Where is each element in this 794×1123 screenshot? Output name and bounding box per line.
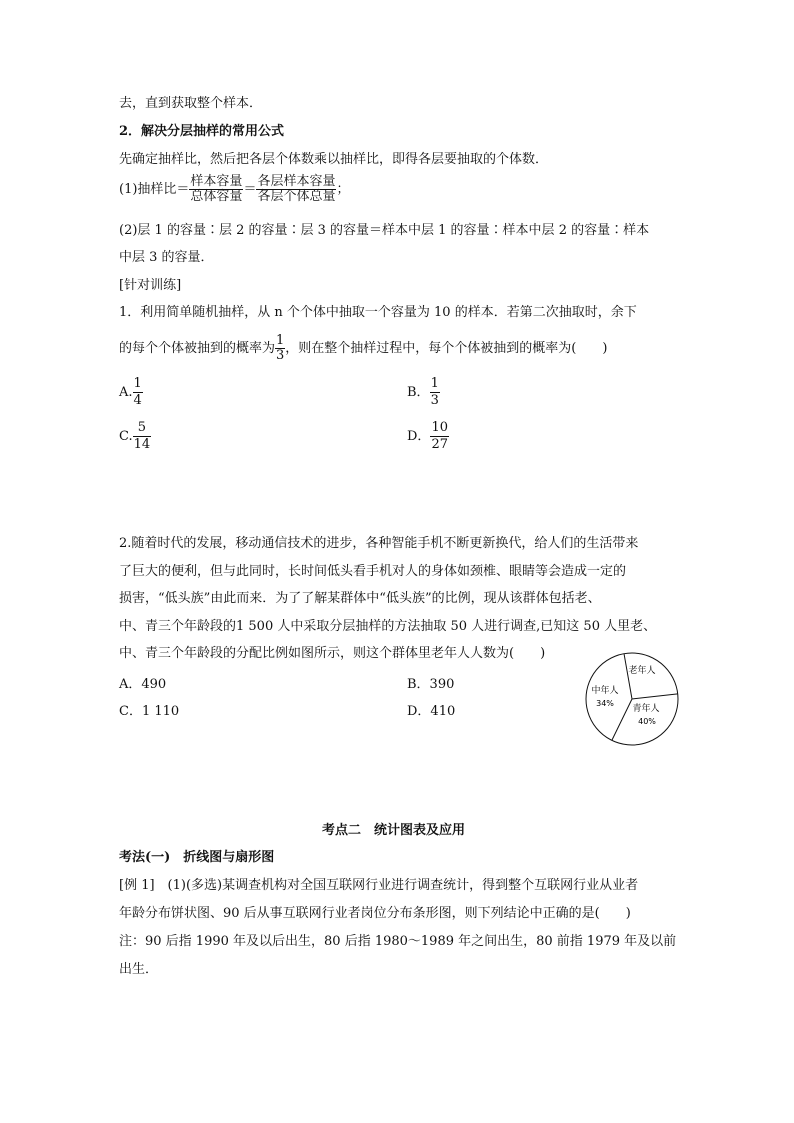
option-label: B． [407, 385, 430, 400]
option-b: B．390 [407, 677, 455, 692]
fraction [275, 334, 285, 363]
fraction [133, 420, 152, 453]
fraction-denominator: 27 [431, 437, 448, 452]
fraction [256, 175, 336, 204]
formula-sampling-ratio [119, 175, 349, 204]
fraction-numerator: 1 [430, 376, 439, 391]
text-line: (2)层 1 的容量∶层 2 的容量∶层 3 的容量＝样本中层 1 的容量∶样本中层 2 的容量∶样本 [119, 223, 650, 238]
option-a: A．490 [119, 677, 167, 692]
option-c: C．1 110 [119, 704, 180, 719]
fraction [189, 175, 243, 204]
fraction-denominator: 各层个体总量 [257, 189, 336, 204]
question-text: ，则在整个抽样过程中，每个个体被抽到的概率为( ) [285, 341, 608, 356]
equals-sign: ＝ [243, 182, 257, 197]
age-pie-chart [584, 651, 680, 747]
option-d: D．410 [407, 704, 456, 719]
question-text: 的每个个体被抽到的概率为 [119, 341, 276, 356]
text-line: 先确定抽样比，然后把各层个体数乘以抽样比，即得各层要抽取的个体数． [119, 152, 549, 167]
option-label: D． [407, 429, 431, 444]
option-label: C. [119, 429, 133, 444]
fraction-numerator: 10 [431, 420, 448, 435]
fraction-numerator: 1 [133, 376, 142, 391]
question-2-line: 中、青三个年龄段的1 500 人中采取分层抽样的方法抽取 50 人进行调查,已知这 50 人里老、 [119, 619, 657, 634]
pie-label-young-pct: 40% [638, 717, 656, 726]
pie-label-middle: 中年人 [591, 686, 619, 696]
training-label: [针对训练] [119, 278, 182, 293]
question-2-line: 损害，“低头族”由此而来．为了了解某群体中“低头族”的比例，现从该群体包括老、 [119, 591, 601, 606]
option-b [407, 376, 440, 409]
formula-prefix: (1)抽样比＝ [119, 182, 190, 197]
option-c [119, 420, 151, 453]
note-line: 注：90 后指 1990 年及以后出生，80 后指 1980～1989 年之间出生，80 前指 1979 年及以前 [119, 934, 677, 949]
fraction-numerator: 5 [133, 420, 152, 437]
method-heading: 考法(一) 折线图与扇形图 [119, 850, 275, 865]
question-1-line: 1．利用简单随机抽样，从 n 个个体中抽取一个容量为 10 的样本．若第二次抽取时，余下 [119, 305, 637, 320]
text-line: 去，直到获取整个样本． [119, 96, 263, 111]
fraction-numerator: 样本容量 [190, 174, 243, 189]
question-2-line: 2.随着时代的发展，移动通信技术的进步，各种智能手机不断更新换代，给人们的生活带来 [119, 536, 639, 551]
fraction-denominator: 3 [276, 348, 285, 363]
option-a [119, 376, 143, 409]
fraction-denominator: 3 [430, 393, 439, 408]
fraction-denominator: 14 [133, 437, 151, 452]
example-line: [例 1] (1)(多选)某调查机构对全国互联网行业进行调查统计，得到整个互联网行业从业者 [119, 878, 639, 893]
option-label: A. [119, 385, 133, 400]
question-2-line: 了巨大的便利，但与此同时，长时间低头看手机对人的身体如颈椎、眼睛等会造成一定的 [119, 564, 627, 579]
option-d [407, 420, 449, 453]
fraction [133, 376, 143, 409]
fraction-numerator: 1 [276, 333, 285, 348]
pie-label-young: 青年人 [632, 704, 660, 714]
note-line: 出生． [119, 962, 159, 977]
question-2-line: 中、青三个年龄段的分配比例如图所示，则这个群体里老年人人数为( ) [119, 646, 546, 661]
question-1-line [119, 334, 607, 363]
section-title: 考点二 统计图表及应用 [322, 823, 466, 838]
fraction [430, 420, 449, 453]
example-line: 年龄分布饼状图、90 后从事互联网行业者岗位分布条形图，则下列结论中正确的是( ) [119, 906, 631, 921]
pie-label-old: 老年人 [628, 666, 656, 676]
pie-label-middle-pct: 34% [596, 699, 614, 708]
fraction-denominator: 4 [133, 393, 142, 408]
fraction [430, 376, 440, 409]
fraction-denominator: 总体容量 [190, 189, 243, 204]
section-heading: 2．解决分层抽样的常用公式 [119, 124, 285, 139]
text-line: 中层 3 的容量． [119, 250, 214, 265]
formula-suffix: ； [336, 182, 350, 197]
fraction-numerator: 各层样本容量 [257, 174, 336, 189]
